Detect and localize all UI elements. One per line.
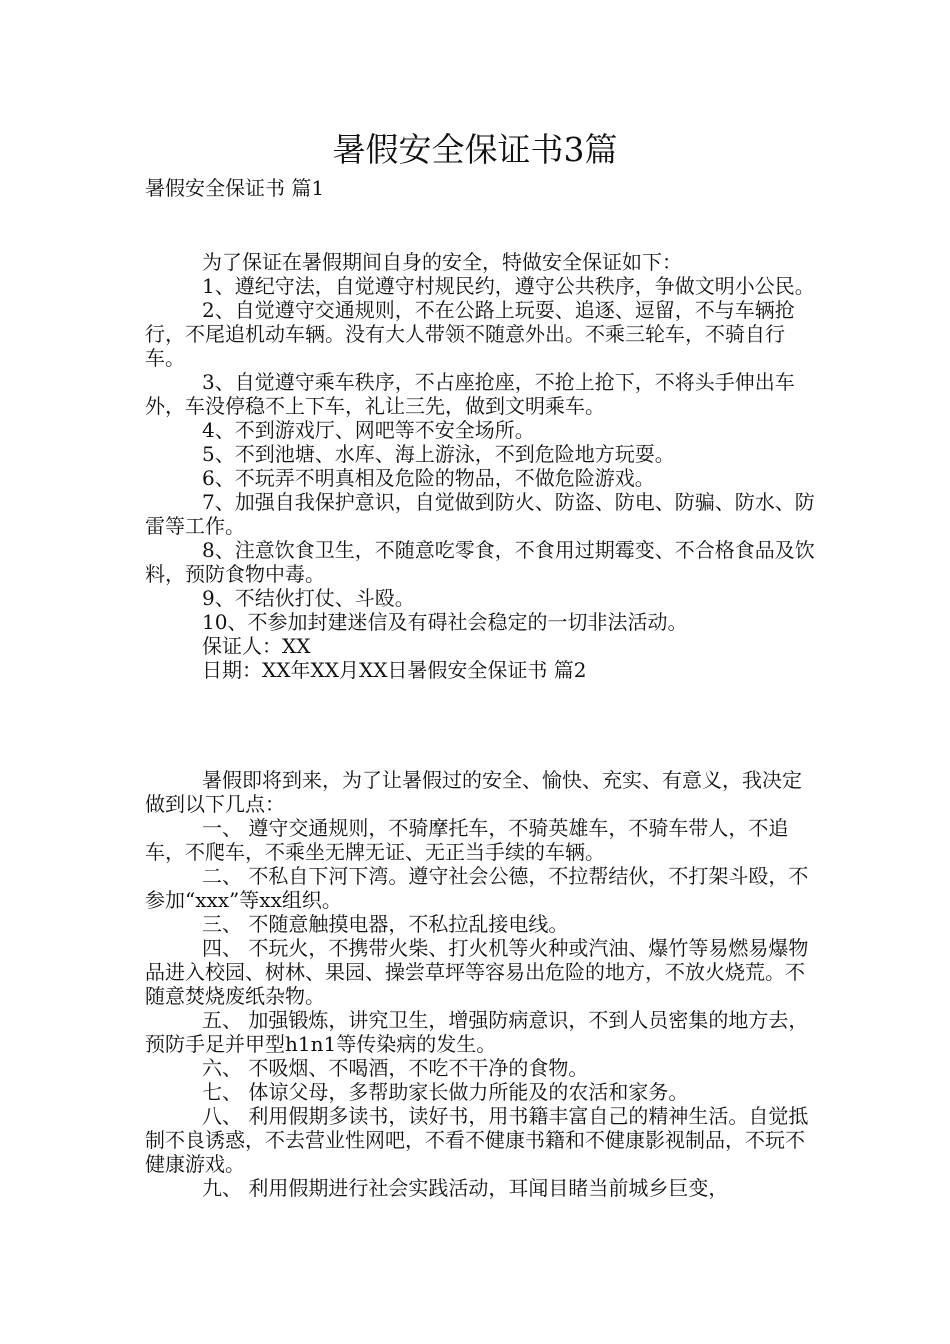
section-1-body bbox=[145, 250, 815, 682]
paragraph: 五、 加强锻炼，讲究卫生，增强防病意识，不到人员密集的地方去，预防手足并甲型h1n1等传染病的发生。 bbox=[145, 1008, 809, 1056]
paragraph: 4、不到游戏厅、网吧等不安全场所。 bbox=[202, 418, 535, 442]
paragraph: 七、 体谅父母，多帮助家长做力所能及的农活和家务。 bbox=[202, 1080, 689, 1104]
paragraph: 八、 利用假期多读书，读好书，用书籍丰富自己的精神生活。自觉抵制不良诱惑，不去营业性网吧，不看不健康书籍和不健康影视制品，不玩不健康游戏。 bbox=[145, 1104, 809, 1176]
guarantor-line: 保证人：XX bbox=[202, 634, 311, 658]
paragraph: 9、不结伙打仗、斗殴。 bbox=[202, 586, 415, 610]
paragraph: 三、 不随意触摸电器，不私拉乱接电线。 bbox=[202, 912, 569, 936]
paragraph: 九、 利用假期进行社会实践活动，耳闻目睹当前城乡巨变， bbox=[202, 1176, 729, 1200]
paragraph: 5、不到池塘、水库、海上游泳，不到危险地方玩耍。 bbox=[202, 442, 675, 466]
paragraph: 2、自觉遵守交通规则，不在公路上玩耍、追逐、逗留，不与车辆抢行，不尾追机动车辆。没有大人带领不随意外出。不乘三轮车，不骑自行车。 bbox=[145, 298, 795, 370]
paragraph: 7、加强自我保护意识，自觉做到防火、防盗、防电、防骗、防水、防雷等工作。 bbox=[145, 490, 815, 538]
paragraph: 8、注意饮食卫生，不随意吃零食，不食用过期霉变、不合格食品及饮料，预防食物中毒。 bbox=[145, 538, 815, 586]
paragraph: 10、不参加封建迷信及有碍社会稳定的一切非法活动。 bbox=[202, 610, 688, 634]
document-title: 暑假安全保证书3篇 bbox=[332, 130, 618, 169]
paragraph: 3、自觉遵守乘车秩序，不占座抢座，不抢上抢下，不将头手伸出车外，车没停稳不上下车，礼让三先，做到文明乘车。 bbox=[145, 370, 795, 418]
paragraph: 二、 不私自下河下湾。遵守社会公德，不拉帮结伙，不打架斗殴，不参加“xxx”等xx组织。 bbox=[145, 864, 809, 912]
date-line: 日期：XX年XX月XX日暑假安全保证书 篇2 bbox=[202, 658, 587, 682]
paragraph: 6、不玩弄不明真相及危险的物品，不做危险游戏。 bbox=[202, 466, 655, 490]
paragraph: 六、 不吸烟、不喝酒，不吃不干净的食物。 bbox=[202, 1056, 589, 1080]
paragraph: 四、 不玩火，不携带火柴、打火机等火种或汽油、爆竹等易燃易爆物品进入校园、树林、果园、操尝草坪等容易出危险的地方，不放火烧荒。不随意焚烧废纸杂物。 bbox=[145, 936, 809, 1008]
section-2-body bbox=[145, 768, 815, 1200]
paragraph: 1、遵纪守法，自觉遵守村规民约，遵守公共秩序，争做文明小公民。 bbox=[202, 274, 815, 298]
section-1-heading: 暑假安全保证书 篇1 bbox=[145, 176, 325, 200]
paragraph: 为了保证在暑假期间自身的安全，特做安全保证如下： bbox=[202, 250, 682, 274]
paragraph: 暑假即将到来，为了让暑假过的安全、愉快、充实、有意义，我决定做到以下几点： bbox=[145, 768, 802, 816]
paragraph: 一、 遵守交通规则，不骑摩托车，不骑英雄车，不骑车带人，不追车，不爬车，不乘坐无牌无证、无正当手续的车辆。 bbox=[145, 816, 789, 864]
